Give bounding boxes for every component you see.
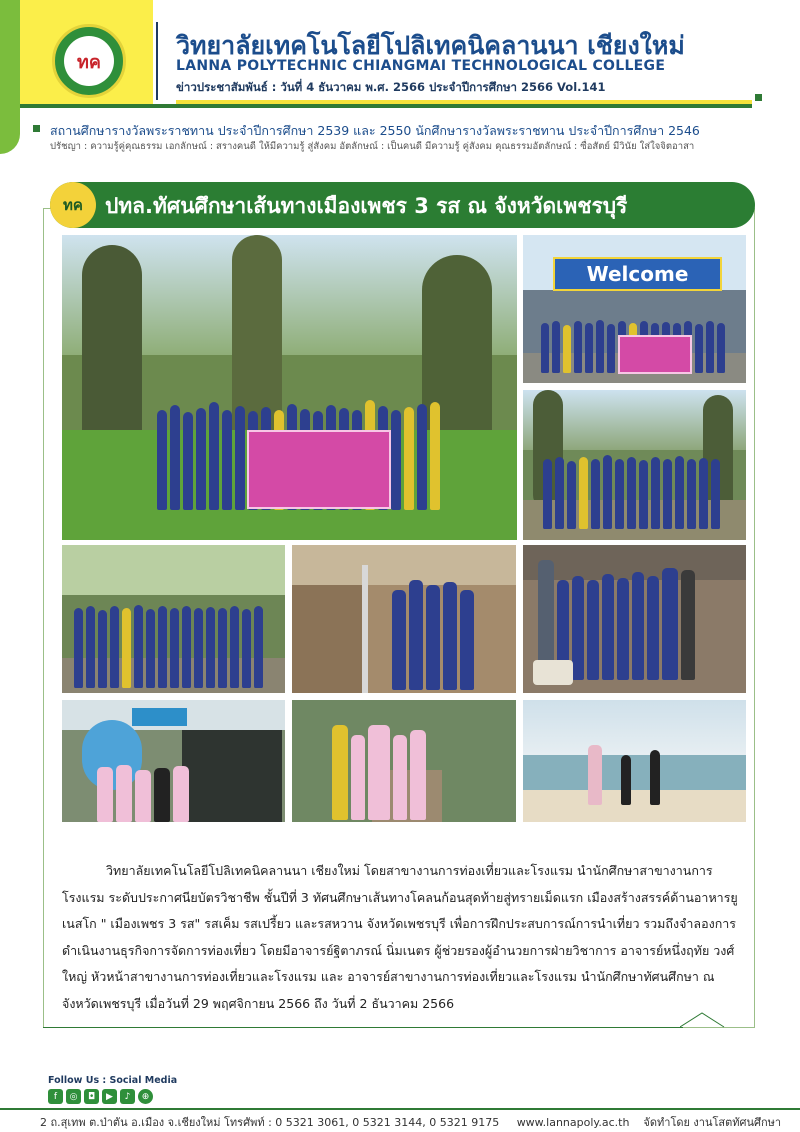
college-logo bbox=[52, 24, 126, 98]
article-paragraph: วิทยาลัยเทคโนโลยีโปลิเทคนิคลานนา เชียงใหม่ โดยสาขางานการท่องเที่ยวและโรงแรม นำนักศึกษาสาขางานการโรงแรม ระดับประกาศนียบัตรวิชาชีพ ชั้นปีที่ 3 ทัศนศึกษาเส้นทางโคลนก้อนสุดท้ายสู่ทรายเม็ดแรก เมืองสร้างสรรค์ด้านอาหารยูเนสโก " เมืองเพชร 3 รส" รสเค็ม รสเปรี้ยว และรสหวาน จังหวัดเพชรบุรี เพื่อการฝึกประสบการณ์การนำเที่ยว รวมถึงจำลองการดำเนินงานธุรกิจการจัดการท่องเที่ยว โดยมีอาจารย์ฐิตาภรณ์ นิ่มเนตร ผู้ช่วยรองผู้อำนวยการฝ่ายวิชาการ อาจารย์หนึ่งฤทัย วงศ์ใหญ่ หัวหน้าสาขางานการท่องเที่ยวและโรงแรม และ อาจารย์สาขางานการท่องเที่ยวและโรงแรม นำนักศึกษาทัศนศึกษา ณ จังหวัดเพชรบุรี เมื่อวันที่ 29 พฤศจิกายน 2566 ถึง วันที่ 2 ธันวาคม 2566 bbox=[62, 863, 738, 1011]
news-date-line: ข่าวประชาสัมพันธ์ : วันที่ 4 ธันวาคม พ.ศ. 2566 ประจำปีการศึกษา 2566 Vol.141 bbox=[176, 80, 606, 94]
youtube-icon[interactable]: ▶ bbox=[102, 1089, 117, 1104]
headline-title: ปทล.ทัศนศึกษาเส้นทางเมืองเพชร 3 รส ณ จังหวัดเพชรบุรี bbox=[105, 194, 628, 218]
tiktok-icon[interactable]: ♪ bbox=[120, 1089, 135, 1104]
bullet-square bbox=[33, 125, 40, 132]
award-line: สถานศึกษารางวัลพระราชทาน ประจำปีการศึกษา 2539 และ 2550 นักศึกษารางวัลพระราชทาน ประจำปีการศึกษา 2546 bbox=[50, 123, 700, 138]
photo-palm-trees-group bbox=[523, 390, 746, 540]
line-icon[interactable]: ◎ bbox=[66, 1089, 81, 1104]
corner-square bbox=[755, 94, 762, 101]
footer-info bbox=[40, 1113, 781, 1131]
header-green-strip bbox=[0, 0, 20, 96]
college-name-thai: วิทยาลัยเทคโนโลยีโปลิเทคนิคลานนา เชียงใหม่ bbox=[176, 31, 685, 60]
footer-website-link[interactable]: www.lannapoly.ac.th bbox=[516, 1116, 630, 1129]
welcome-sign-text: Welcome bbox=[553, 257, 722, 291]
article-body bbox=[62, 858, 748, 1017]
photo-mangrove-sign bbox=[62, 700, 285, 822]
photo-welcome-gate bbox=[523, 235, 746, 383]
photo-forest-group bbox=[62, 545, 285, 693]
website-icon[interactable]: ⊕ bbox=[138, 1089, 153, 1104]
footer-address: 2 ถ.สุเทพ ต.ป่าตัน อ.เมือง จ.เชียงใหม่ โทรศัพท์ : 0 5321 3061, 0 5321 3144, 0 5321 9175 bbox=[40, 1116, 500, 1129]
photo-salt-farm bbox=[292, 545, 516, 693]
frame-corner-notch bbox=[680, 1012, 740, 1030]
instagram-icon[interactable]: ◘ bbox=[84, 1089, 99, 1104]
header-green-curve bbox=[0, 96, 20, 154]
header-divider bbox=[156, 22, 158, 100]
footer-bar bbox=[0, 1108, 800, 1110]
photo-salt-workshop bbox=[523, 545, 746, 693]
college-name-english: LANNA POLYTECHNIC CHIANGMAI TECHNOLOGICAL COLLEGE bbox=[176, 58, 666, 74]
header-green-bar bbox=[20, 104, 752, 108]
frame-bottom-line bbox=[43, 1027, 683, 1028]
philosophy-line: ปรัชญา : ความรู้คู่คุณธรรม เอกลักษณ์ : สรางคนดี ให้มีความรู้ สู่สังคม อัตลักษณ์ : เป็นคนดี มีความรู้ คู่สังคม คุณธรรมอัตลักษณ์ : ซื่อสัตย์ มีวินัย ใส่ใจจิตอาสา bbox=[50, 141, 695, 152]
facebook-icon[interactable]: f bbox=[48, 1089, 63, 1104]
footer-made-by: จัดทำโดย งานโสตทัศนศึกษา bbox=[643, 1116, 782, 1129]
follow-us-label: Follow Us : Social Media bbox=[48, 1075, 178, 1086]
photo-mangrove-boardwalk bbox=[292, 700, 516, 822]
banner-logo-icon: ทค bbox=[50, 182, 96, 228]
photo-palm-garden-group bbox=[62, 235, 517, 540]
social-icons-row bbox=[48, 1089, 153, 1104]
logo-emblem: ทค bbox=[64, 36, 114, 86]
photo-beach-jump bbox=[523, 700, 746, 822]
